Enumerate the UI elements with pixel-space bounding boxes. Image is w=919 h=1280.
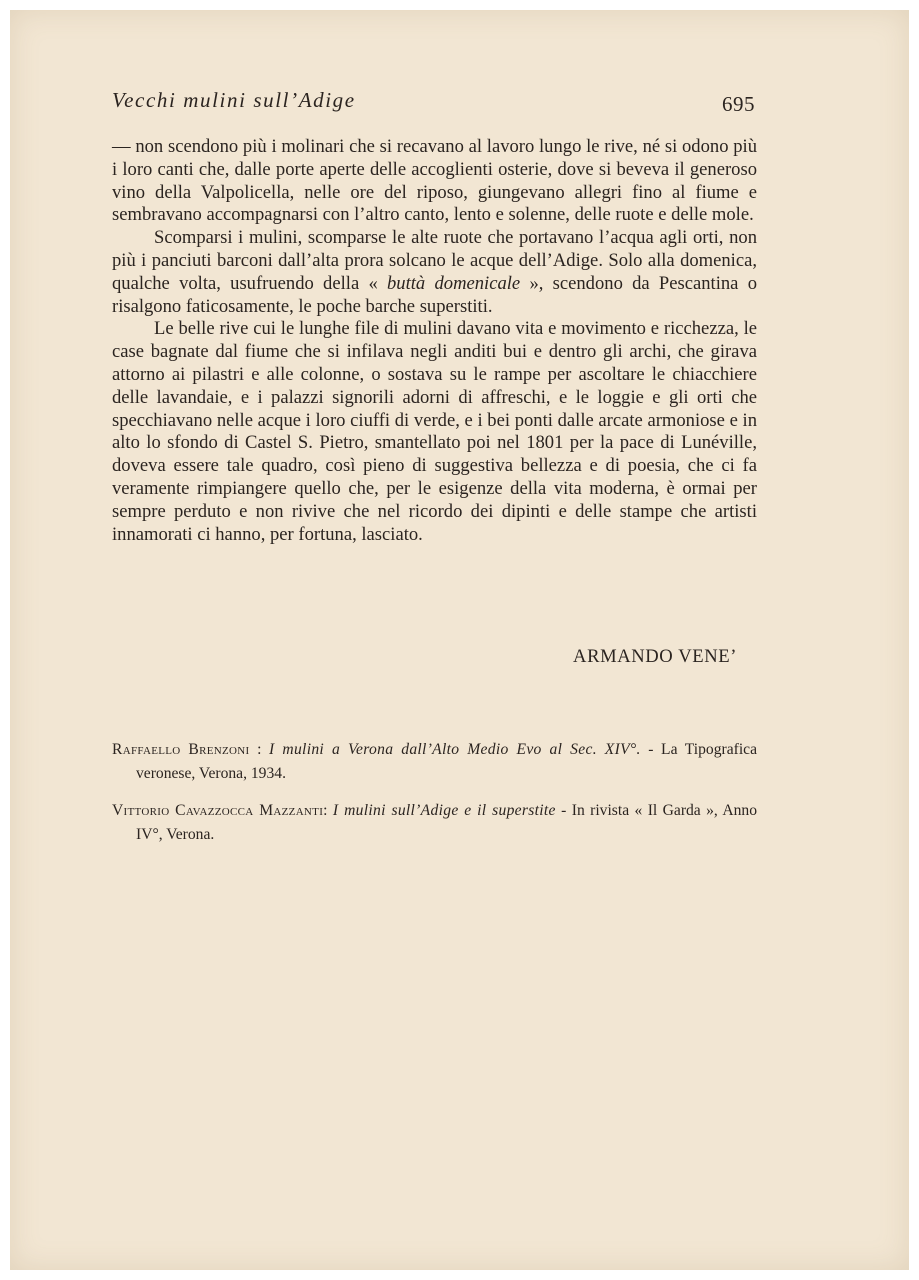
- page-number: 695: [722, 92, 755, 116]
- running-title: Vecchi mulini sull’Adige: [112, 88, 356, 112]
- paragraph-1: — non scendono più i molinari che si recavano al lavoro lungo le rive, né si odono più i loro canti che, dalle porte aperte delle accoglienti osterie, dove si beveva il generoso vino della Valpolicella, nelle ore del riposo, giungevano allegri fino al fiume e sembravano accompagnarsi con l’altro canto, lento e solenne, delle ruote e delle mole.: [112, 136, 757, 226]
- paragraph-2-text-a: Scomparsi i mulini, scomparse le alte ruote che portavano l’acqua agli orti, non più i panciuti barconi dall’alta prora solcano le acque dell’Adige. Solo alla domenica, qualche volta, usufruendo della «: [112, 227, 757, 294]
- bib-title: I mulini a Verona dall’Alto Medio Evo al Sec. XIV°.: [269, 741, 641, 758]
- book-page: [10, 10, 909, 1270]
- bib-separator: :: [249, 741, 270, 758]
- bibliography: [112, 738, 757, 860]
- bibliography-entry: [112, 799, 757, 847]
- bib-publication: - In rivista « Il Garda », Anno IV°, Verona.: [136, 802, 758, 843]
- bib-author: Raffaello Brenzoni: [112, 741, 250, 758]
- bib-separator: :: [323, 802, 333, 819]
- page-header: [112, 88, 757, 118]
- bib-title: I mulini sull’Adige e il superstite: [332, 802, 556, 819]
- bib-author: Vittorio Cavazzocca Mazzanti: [112, 802, 324, 819]
- author-signature: ARMANDO VENE’: [573, 646, 737, 667]
- paragraph-3: Le belle rive cui le lunghe file di mulini davano vita e movimento e ricchezza, le case bagnate dal fiume che si infilava negli anditi bui e dentro gli archi, che girava attorno ai pilastri e alle colonne, o sostava su le rampe per ascoltare le chiacchiere delle lavandaie, e i palazzi signorili adorni di affreschi, e le loggie e gli orti che specchiavano nelle acque i loro ciuffi di verde, e i bei ponti dalle arcate armoniose e in alto lo sfondo di Castel S. Pietro, smantellato poi nel 1801 per la pace di Lunéville, doveva essere tale quadro, così pieno di suggestiva bellezza e di poesia, che ci fa veramente rimpiangere quello che, per le esigenze della vita moderna, è ormai per sempre perduto e non rivive che nel ricordo dei dipinti e delle stampe che artisti innamorati ci hanno, per fortuna, lasciato.: [112, 318, 757, 545]
- paragraph-2-text-b: », scendono da Pescantina o risalgono faticosamente, le poche barche superstiti.: [112, 272, 757, 317]
- bib-publication: - La Tipografica veronese, Verona, 1934.: [136, 741, 757, 782]
- bibliography-entry: [112, 738, 757, 786]
- paragraph-2: [112, 227, 757, 318]
- body-text: [112, 136, 757, 546]
- paragraph-2-italic-phrase: buttà domenicale: [387, 272, 521, 294]
